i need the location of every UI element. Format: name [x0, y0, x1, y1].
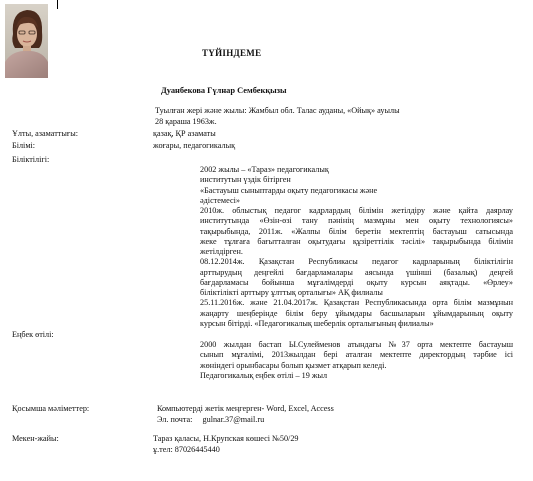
- qualification-block: [200, 165, 513, 329]
- home-phone: ұ.тел: 87026445440: [153, 445, 220, 454]
- qualification-line: 2010ж. облыстық педагог кадрлардың білімін жетілдіру және қайта даярлау: [200, 206, 513, 215]
- qualification-line: әдістемесі»: [200, 195, 240, 205]
- qualification-line: 2002 жылы – «Тараз» педагогикалық: [200, 165, 329, 174]
- birth-date: 28 қараша 1963ж.: [155, 117, 217, 126]
- experience-line: 2000 жылдан бастап Ы.Сулейменов атындағы №37 орта мектепте бастауыш: [200, 340, 513, 349]
- qualification-line: біліктілікті арттыру ұлттық орталығы» АҚ филиалы: [200, 288, 383, 297]
- birth-place: Туылған жері және жылы: Жамбыл обл. Талас ауданы, «Ойық» ауылы: [155, 106, 400, 115]
- nationality-value: қазақ, ҚР азаматы: [153, 129, 216, 138]
- qualification-line: арттырудың деңгейлі бағдарламалары аясында үшінші (базалық) деңгей: [200, 267, 513, 277]
- additional-label: Қосымша мәліметтер:: [12, 404, 90, 413]
- email-link[interactable]: gulnar.37@mail.ru: [202, 415, 265, 424]
- qualification-line: «Бастауыш сыныптарды оқыту педагогикасы және: [200, 185, 378, 195]
- skills-text: Компьютерді жетік меңгерген- Word, Excel, Access: [157, 404, 334, 413]
- full-name: Дуанбекова Гүлнар Сембекқызы: [161, 86, 287, 95]
- email-row: [157, 415, 264, 425]
- qualification-line: жетілдірген.: [200, 247, 243, 256]
- qualification-line: жеке тұлғаға бағытталған оқытудағы құзіреттілік тәсілі» тақырыбында білімін: [200, 236, 513, 246]
- address-label: Мекен-жайы:: [12, 434, 59, 443]
- qualification-line: бағдарламасы бойынша мұғалімдерді оқыту курсын аяқтады. «Өрлеу»: [200, 277, 513, 287]
- document-title: ТҮЙІНДЕМЕ: [202, 48, 262, 58]
- text-cursor: [57, 0, 58, 9]
- portrait-photo: [5, 4, 48, 78]
- education-value: жоғары, педагогикалық: [153, 141, 236, 150]
- address-line: Тараз қаласы, Н.Крупская көшесі №50/29: [153, 434, 299, 443]
- qualification-line: институтын үздік бітірген: [200, 175, 291, 185]
- experience-line: жөніндегі орынбасары болып қызмет атқарып келеді.: [200, 360, 387, 370]
- qualification-line: тақырыбында, 2011ж. «Жалпы білім беретін мектептің бастауыш сатысында: [200, 226, 513, 236]
- qualification-line: курсын бітірді. «Педагогикалық шеберлік орталығының филиалы»: [200, 318, 434, 328]
- experience-line: Педагогикалық еңбек өтілі – 19 жыл: [200, 370, 328, 380]
- qualification-line: институтында «Өзін-өзі тану пәнінің мазмұны мен оқыту технологиясы»: [200, 216, 513, 226]
- qualification-line: 25.11.2016ж. және 21.04.2017ж. Қазақстан Республикасында орта білім мазмұнын: [200, 298, 513, 308]
- qualification-label: Біліктілігі:: [12, 155, 50, 164]
- qualification-line: жаңарту шеңберінде білім беру ұйымдары басшыларын ұйымдарының оқыту: [200, 308, 513, 318]
- experience-label: Еңбек өтілі:: [12, 330, 54, 339]
- email-label: Эл. почта:: [157, 415, 193, 424]
- experience-block: [200, 340, 513, 381]
- experience-line: сынып мұғалімі, 2013жылдан бері аталған мектепте директордың тәрбие ісі: [200, 350, 513, 360]
- qualification-line: 08.12.2014ж. Қазақстан Республикасы педагог кадрларының біліктілігін: [200, 257, 513, 267]
- education-label: Білімі:: [12, 141, 36, 150]
- nationality-label: Ұлты, азаматтығы:: [12, 129, 79, 138]
